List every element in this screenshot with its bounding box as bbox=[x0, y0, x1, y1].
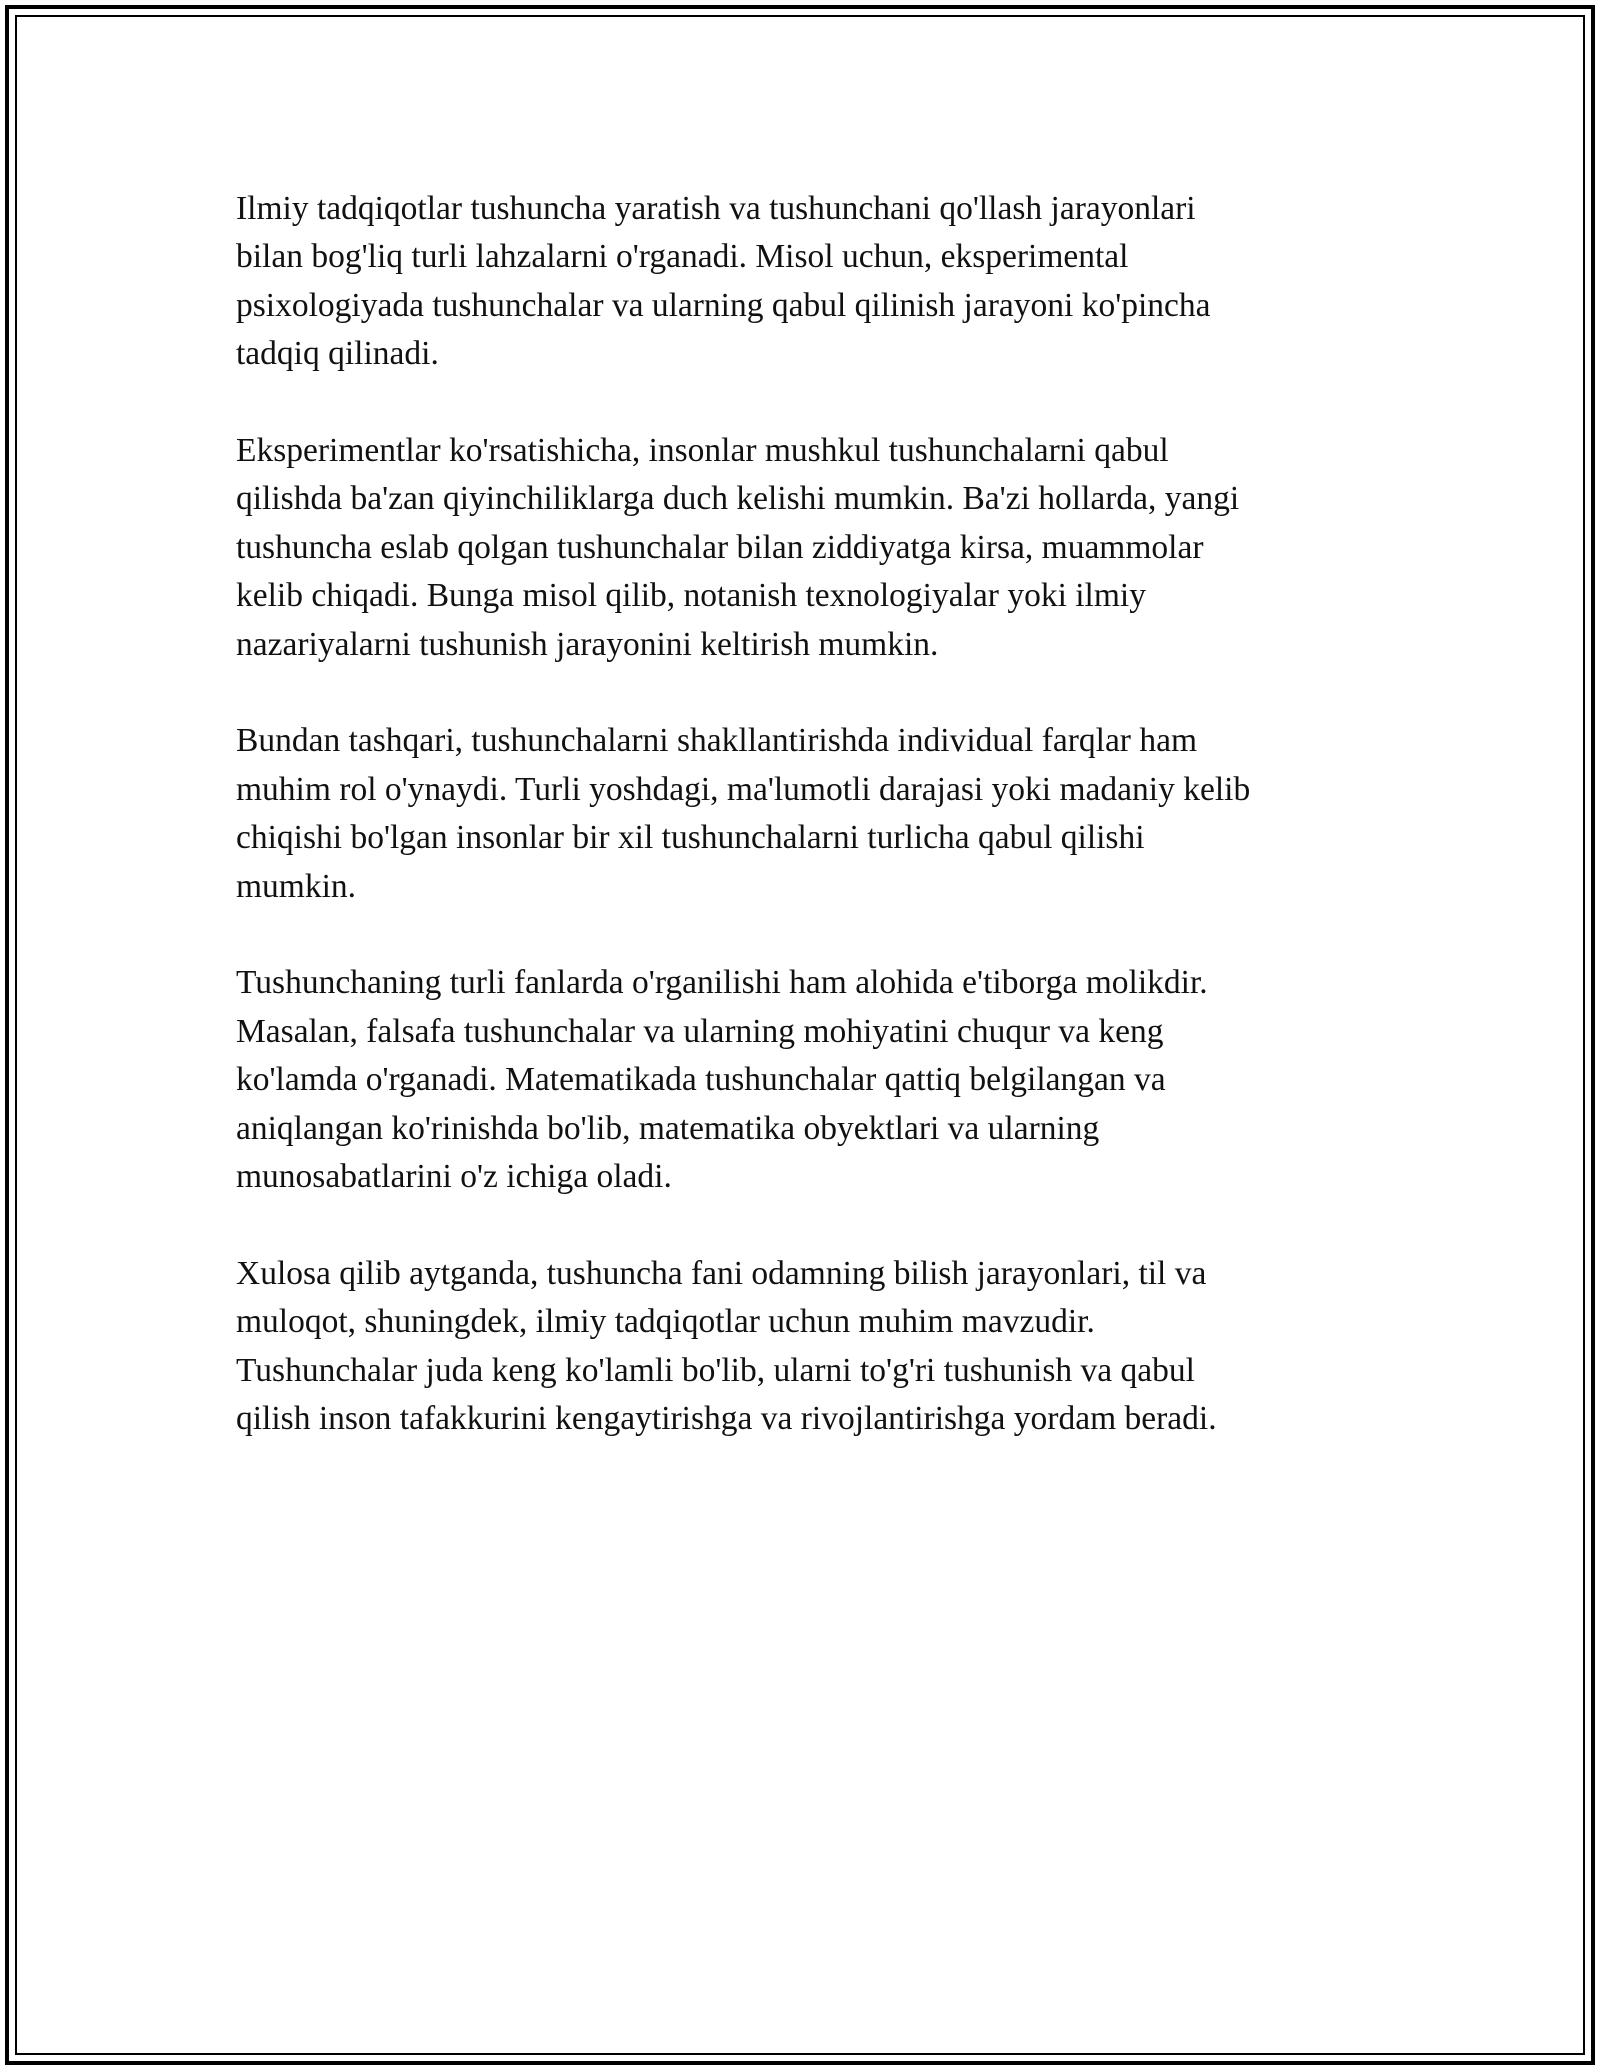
paragraph-1: Ilmiy tadqiqotlar tushuncha yaratish va tushunchani qo'llash jarayonlari bilan bog'liq turli lahzalarni o'rganadi. Misol uchun, eksperimental psixologiyada tushunchalar va ularning qabul qilinish jarayoni ko'pincha tadqiq qilinadi. bbox=[236, 190, 1211, 373]
paragraph-4: Tushunchaning turli fanlarda o'rganilishi ham alohida e'tiborga molikdir. Masalan, falsafa tushunchalar va ularning mohiyatini chuqur va keng ko'lamda o'rganadi. Matematikada tushunchalar qattiq belgilangan va aniqlangan ko'rinishda bo'lib, matematika obyektlari va ularning munosabatlarini o'z ichiga oladi. bbox=[236, 964, 1208, 1196]
paragraph-3: Bundan tashqari, tushunchalarni shakllantirishda individual farqlar ham muhim rol o'ynaydi. Turli yoshdagi, ma'lumotli darajasi yoki madaniy kelib chiqishi bo'lgan insonlar bir xil tushunchalarni turlicha qabul qilishi mumkin. bbox=[236, 722, 1251, 905]
paragraph-5: Xulosa qilib aytganda, tushuncha fani odamning bilish jarayonlari, til va muloqot, shuningdek, ilmiy tadqiqotlar uchun muhim mavzudir. Tushunchalar juda keng ko'lamli bo'lib, ularni to'g'ri tushunish va qabul qilish inson tafakkurini kengaytirishga va rivojlantirishga yordam beradi. bbox=[236, 1254, 1217, 1438]
paragraph-2: Eksperimentlar ko'rsatishicha, insonlar mushkul tushunchalarni qabul qilishda ba'zan qiyinchiliklarga duch kelishi mumkin. Ba'zi hollarda, yangi tushuncha eslab qolgan tushunchalar bilan ziddiyatga kirsa, muammolar kelib chiqadi. Bunga misol qilib, notanish texnologiyalar yoki ilmiy nazariyalarni tushunish jarayonini keltirish mumkin. bbox=[236, 432, 1240, 663]
document-body bbox=[236, 185, 1366, 1492]
